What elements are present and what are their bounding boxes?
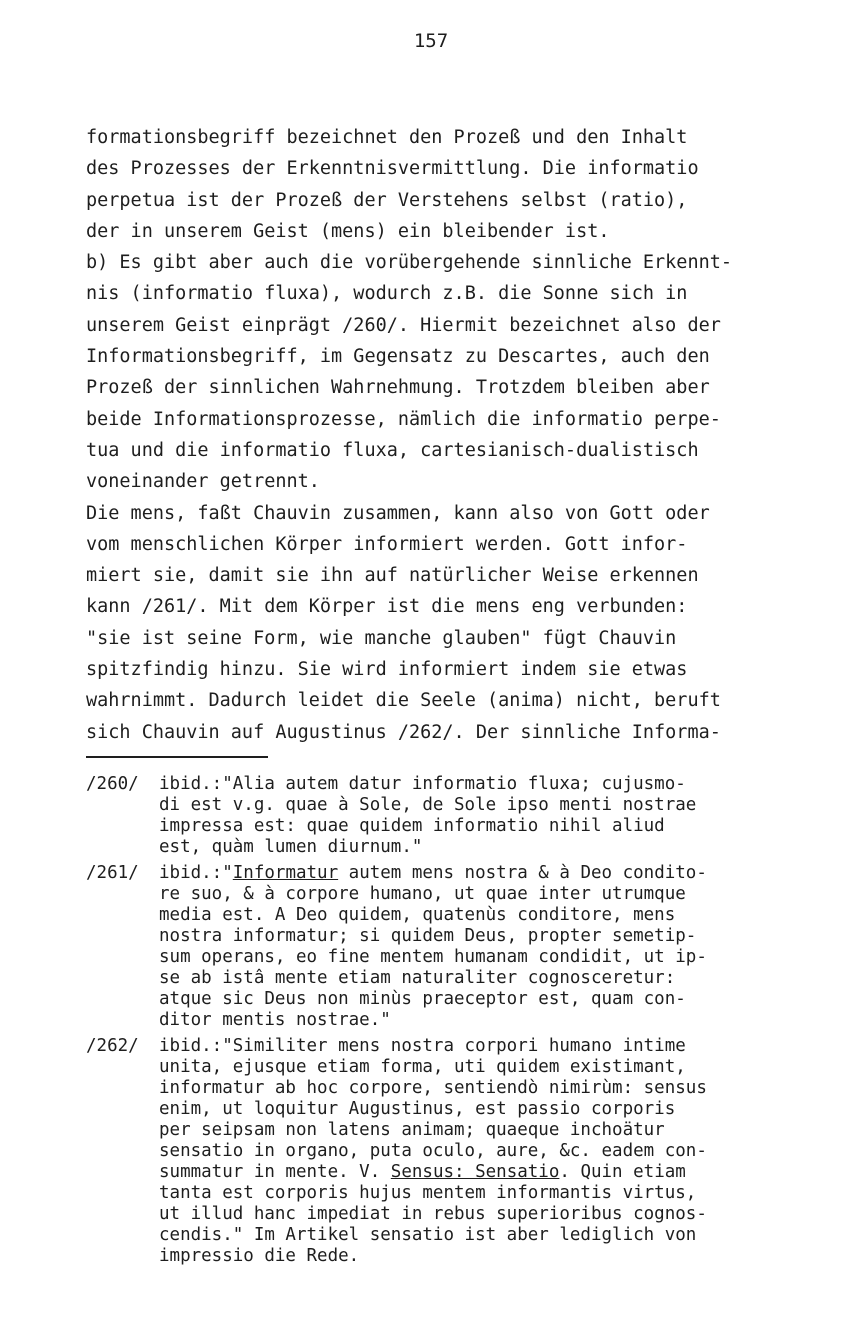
footnote-262: [86, 1036, 826, 1267]
footnote-text: ibid.:": [159, 863, 233, 883]
footnote-line: enim, ut loquitur Augustinus, est passio corporis: [159, 1099, 676, 1119]
footnote-line: ibid.:"Alia autem datur informatio fluxa; cujusmo-: [159, 774, 686, 794]
footnote-line: unita, ejusque etiam forma, uti quidem existimant,: [159, 1057, 686, 1077]
body-line: wahrnimmt. Dadurch leidet die Seele (anima) nicht, beruft: [86, 690, 721, 712]
body-line: Prozeß der sinnlichen Wahrnehmung. Trotzdem bleiben aber: [86, 377, 710, 399]
footnote-line: est, quàm lumen diurnum.": [159, 837, 423, 857]
footnote-body: [159, 774, 826, 858]
body-line: tua und die informatio fluxa, cartesianisch-dualistisch: [86, 439, 699, 461]
footnote-ref: /262/: [86, 1036, 139, 1056]
body-line: b) Es gibt aber auch die vorübergehende sinnliche Erkennt-: [86, 252, 733, 274]
footnote-ref: /260/: [86, 774, 139, 794]
footnote-line: informatur ab hoc corpore, sentiendò nimirùm: sensus: [159, 1078, 707, 1098]
body-line: Informationsbegriff, im Gegensatz zu Descartes, auch den: [86, 346, 710, 368]
footnote-line: tanta est corporis hujus mentem informantis virtus,: [159, 1183, 697, 1203]
body-line: sich Chauvin auf Augustinus /262/. Der sinnliche Informa-: [86, 721, 721, 743]
body-line: "sie ist seine Form, wie manche glauben" fügt Chauvin: [86, 627, 677, 649]
body-line: vom menschlichen Körper informiert werden. Gott infor-: [86, 533, 688, 555]
footnote-260: [86, 774, 826, 858]
footnotes: [86, 774, 826, 1272]
footnote-line: [159, 863, 826, 884]
footnote-body: [159, 863, 826, 1031]
footnote-line: [159, 1162, 826, 1183]
body-line: der in unserem Geist (mens) ein bleibender ist.: [86, 220, 610, 242]
body-line: kann /261/. Mit dem Körper ist die mens eng verbunden:: [86, 596, 688, 618]
footnote-line: impressa est: quae quidem informatio nihil aliud: [159, 816, 665, 836]
footnote-text: . Quin etiam: [559, 1162, 686, 1182]
footnote-line: ditor mentis nostrae.": [159, 1010, 391, 1030]
underlined-term: Sensus: Sensatio: [390, 1162, 560, 1182]
footnote-line: impressio die Rede.: [159, 1246, 360, 1266]
body-line: Die mens, faßt Chauvin zusammen, kann also von Gott oder: [86, 502, 710, 524]
footnote-line: nostra informatur; si quidem Deus, propter semetip-: [159, 926, 697, 946]
page-number: 157: [413, 30, 449, 52]
body-line: unserem Geist einprägt /260/. Hiermit bezeichnet also der: [86, 314, 721, 336]
footnote-line: se ab istâ mente etiam naturaliter cognosceretur:: [159, 968, 676, 988]
footnote-body: [159, 1036, 826, 1267]
footnote-line: sensatio in organo, puta oculo, aure, &c. eadem con-: [159, 1141, 707, 1161]
body-line: miert sie, damit sie ihn auf natürlicher Weise erkennen: [86, 565, 699, 587]
body-line: perpetua ist der Prozeß der Verstehens selbst (ratio),: [86, 189, 688, 211]
body-line: des Prozesses der Erkenntnisvermittlung. Die informatio: [86, 158, 699, 180]
body-line: nis (informatio fluxa), wodurch z.B. die Sonne sich in: [86, 283, 688, 305]
body-text: [86, 122, 816, 748]
footnote-line: re suo, & à corpore humano, ut quae inter utrumque: [159, 884, 686, 904]
footnote-text: autem mens nostra & à Deo condito-: [338, 863, 707, 883]
footnote-line: ibid.:"Similiter mens nostra corpori humano intime: [159, 1036, 686, 1056]
footnote-line: media est. A Deo quidem, quatenùs conditore, mens: [159, 905, 676, 925]
footnote-ref: /261/: [86, 863, 139, 883]
body-line: voneinander getrennt.: [86, 471, 320, 493]
footnote-separator: [86, 756, 268, 758]
underlined-term: Informatur: [232, 863, 339, 883]
body-line: spitzfindig hinzu. Sie wird informiert indem sie etwas: [86, 659, 688, 681]
footnote-line: sum operans, eo fine mentem humanam condidit, ut ip-: [159, 947, 707, 967]
footnote-line: di est v.g. quae à Sole, de Sole ipso menti nostrae: [159, 795, 697, 815]
body-line: beide Informationsprozesse, nämlich die informatio perpe-: [86, 408, 721, 430]
footnote-261: [86, 863, 826, 1031]
footnote-line: cendis." Im Artikel sensatio ist aber lediglich von: [159, 1225, 697, 1245]
footnote-text: summatur in mente. V.: [159, 1162, 391, 1182]
footnote-line: ut illud hanc impediat in rebus superioribus cognos-: [159, 1204, 707, 1224]
body-line: formationsbegriff bezeichnet den Prozeß und den Inhalt: [86, 127, 688, 148]
footnote-line: per seipsam non latens animam; quaeque inchoätur: [159, 1120, 665, 1140]
footnote-line: atque sic Deus non minùs praeceptor est, quam con-: [159, 989, 686, 1009]
